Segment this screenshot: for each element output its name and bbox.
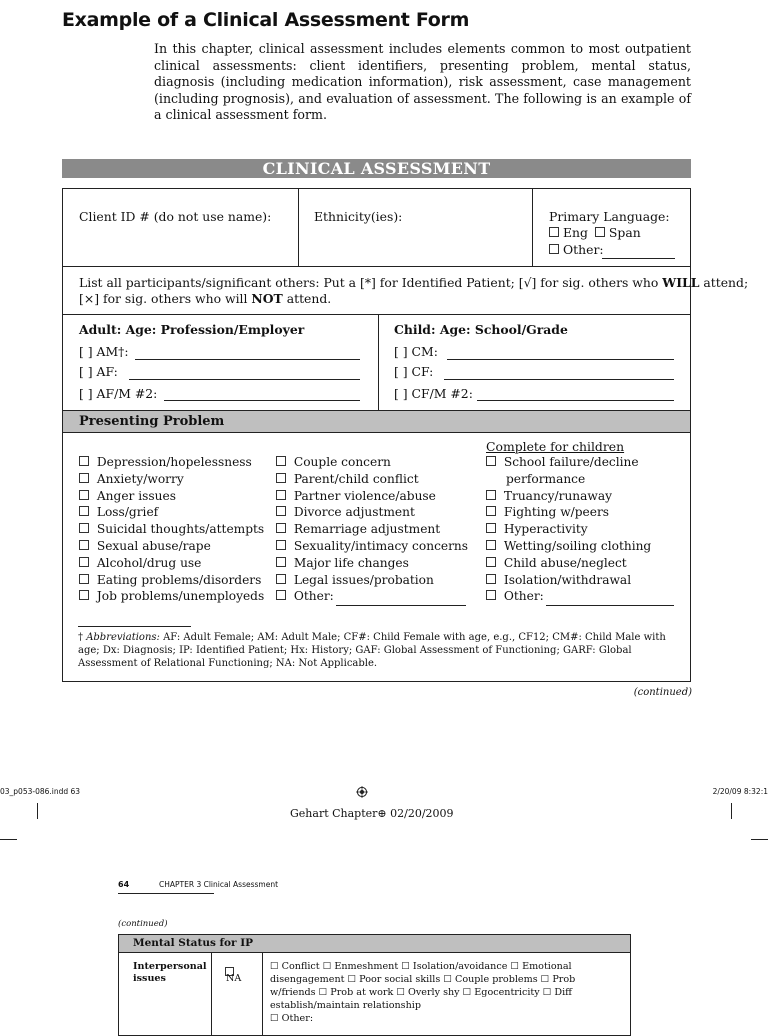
checkbox[interactable] [79,523,89,533]
checkbox[interactable] [79,490,89,500]
intro-paragraph: In this chapter, clinical assessment includes elements common to most outpatient clinical assessments: client identifiers, presenting problem, mental status, diagnosis (including medication information), risk assessment, case management (including prognosis), and evaluation of assessment. The following is an example of a clinical assessment form. [154,41,691,122]
checkbox[interactable] [276,456,286,466]
problem-item[interactable]: Anger issues [79,488,264,505]
lang-span-label: Span [608,225,641,240]
checkbox[interactable] [486,456,496,466]
problem-item[interactable]: Eating problems/disorders [79,572,264,589]
form-title-banner: CLINICAL ASSESSMENT [62,159,691,178]
checkbox[interactable] [79,574,89,584]
problem-item[interactable]: Anxiety/worry [79,471,264,488]
checkbox[interactable] [276,506,286,516]
problem-item[interactable]: Loss/grief [79,504,264,521]
footnote-rule [78,626,191,627]
problem-item[interactable]: Hyperactivity [486,521,651,538]
crop-mark [0,839,17,840]
row-label-interpersonal: Interpersonal [133,961,207,972]
checkbox-other-language[interactable] [549,244,559,254]
participants-instructions-line1: List all participants/significant others: Put a [*] for Identified Patient; [√] for sig. others who WILL attend; [79,275,749,290]
lang-other-label: Other: [563,242,604,257]
other-problem-field[interactable] [336,605,466,606]
na-label: NA [226,973,242,984]
child-row-cfm2: [ ] CF/M #2: [394,386,473,401]
problem-item[interactable]: Child abuse/neglect [486,555,651,572]
problem-list-col2 [276,454,468,605]
other-language-field[interactable] [602,258,675,259]
problem-item[interactable]: Depression/hopelessness [79,454,264,471]
checkbox[interactable] [79,506,89,516]
checkbox[interactable] [276,473,286,483]
divider [262,953,263,1035]
divider [298,189,299,266]
checkbox-eng[interactable] [549,227,559,237]
cm-field[interactable] [447,359,674,360]
children-column-header: Complete for children [486,439,625,454]
child-header: Child: Age: School/Grade [394,322,568,337]
adult-row-afm2: [ ] AF/M #2: [79,386,158,401]
language-other [549,242,604,257]
problem-item[interactable]: Isolation/withdrawal [486,572,651,589]
crop-mark [751,839,768,840]
checkbox[interactable] [486,506,496,516]
mental-status-title: Mental Status for IP [133,937,254,949]
running-head: CHAPTER 3 Clinical Assessment [159,880,279,889]
continued-note: (continued) [633,687,692,698]
problem-item[interactable]: Alcohol/drug use [79,555,264,572]
adult-row-am: [ ] AM†: [79,344,129,359]
checkbox[interactable] [486,590,496,600]
am-field[interactable] [135,359,360,360]
other-child-problem-field[interactable] [546,605,674,606]
checkbox[interactable] [79,557,89,567]
checkbox[interactable] [276,557,286,567]
child-row-cm: [ ] CM: [394,344,438,359]
presenting-problem-bar [63,410,690,433]
af-field[interactable] [129,379,360,380]
continued-note: (continued) [118,919,168,929]
registration-mark-icon [356,783,368,795]
checkbox[interactable] [486,523,496,533]
print-footer: Gehart Chapter⊕ 02/20/2009 [290,807,454,820]
slug-file-left: 03_p053-086.indd 63 [0,787,81,796]
problem-item[interactable]: Remarriage adjustment [276,521,468,538]
page-number: 64 [118,880,130,889]
checkbox[interactable] [79,540,89,550]
problem-list-col1 [79,454,264,605]
checkbox[interactable] [79,473,89,483]
section-heading: Example of a Clinical Assessment Form [62,9,470,31]
problem-item[interactable]: Other: [276,588,468,605]
divider [211,953,212,1035]
problem-item[interactable]: Suicidal thoughts/attempts [79,521,264,538]
slug-file-right: 2/20/09 8:32:1 [712,787,768,796]
problem-item[interactable]: Other: [486,588,651,605]
afm2-field[interactable] [164,400,360,401]
problem-item[interactable]: School failure/decline [486,454,651,471]
checkbox[interactable] [486,490,496,500]
problem-item[interactable]: Couple concern [276,454,468,471]
problem-item[interactable]: Parent/child conflict [276,471,468,488]
ethnicity-label: Ethnicity(ies): [314,209,403,224]
checkbox[interactable] [276,574,286,584]
participants-instructions-line2: [×] for sig. others who will NOT attend. [79,291,332,306]
problem-item[interactable]: Job problems/unemployeds [79,588,264,605]
divider [63,266,690,267]
presenting-problem-title: Presenting Problem [79,414,225,429]
crop-mark [37,803,38,819]
problem-item[interactable]: Sexuality/intimacy concerns [276,538,468,555]
checkbox[interactable] [79,590,89,600]
checkbox-span[interactable] [595,227,605,237]
checkbox[interactable] [79,456,89,466]
interpersonal-options[interactable]: ☐ Conflict ☐ Enmeshment ☐ Isolation/avoidance ☐ Emotional disengagement ☐ Poor social skills ☐ Couple problems ☐ Prob w/friends ☐ Prob at work ☐ Overly shy ☐ Egocentricity ☐ Diff establish/maintain relationship [270,961,576,1011]
language-options [549,225,641,240]
checkbox[interactable] [276,490,286,500]
primary-language-label: Primary Language: [549,209,670,224]
crop-mark [731,803,732,819]
mental-status-table [118,934,631,1036]
checkbox[interactable] [486,540,496,550]
lang-eng-label: Eng [563,225,588,240]
checkbox[interactable] [276,523,286,533]
header-rule [118,893,214,894]
problem-item[interactable]: Fighting w/peers [486,504,651,521]
problem-list-col3 [486,454,651,605]
abbreviations-footnote: † Abbreviations: AF: Adult Female; AM: Adult Male; CF#: Child Female with age, e.g., CF12; CM#: Child Male with age; Dx: Diagnosis; IP: Identified Patient; Hx: History; GAF: Global Assessment of Functioning; GARF: Global Assessment of Relational Functioning; NA: Not Applicable. [78,632,666,669]
cfm2-field[interactable] [477,400,674,401]
problem-item[interactable]: Divorce adjustment [276,504,468,521]
problem-item[interactable]: Wetting/soiling clothing [486,538,651,555]
client-id-label: Client ID # (do not use name): [79,209,272,224]
child-row-cf: [ ] CF: [394,364,434,379]
problem-item[interactable]: Legal issues/probation [276,572,468,589]
problem-item[interactable]: Truancy/runaway [486,488,651,505]
problem-item[interactable]: Partner violence/abuse [276,488,468,505]
mental-status-bar [119,935,630,953]
divider [63,314,690,315]
adult-header: Adult: Age: Profession/Employer [79,322,305,337]
adult-row-af: [ ] AF: [79,364,118,379]
cf-field[interactable] [444,379,674,380]
divider [378,314,379,410]
checkbox[interactable] [486,574,496,584]
checkbox[interactable] [276,540,286,550]
clinical-assessment-form [62,188,749,682]
interpersonal-other[interactable]: ☐ Other: [270,1013,314,1024]
checkbox[interactable] [486,557,496,567]
problem-item-continuation: performance [506,471,586,486]
checkbox[interactable] [276,590,286,600]
problem-item[interactable]: Sexual abuse/rape [79,538,264,555]
problem-item[interactable]: Major life changes [276,555,468,572]
divider [532,189,533,266]
row-label-issues: issues [133,973,166,984]
